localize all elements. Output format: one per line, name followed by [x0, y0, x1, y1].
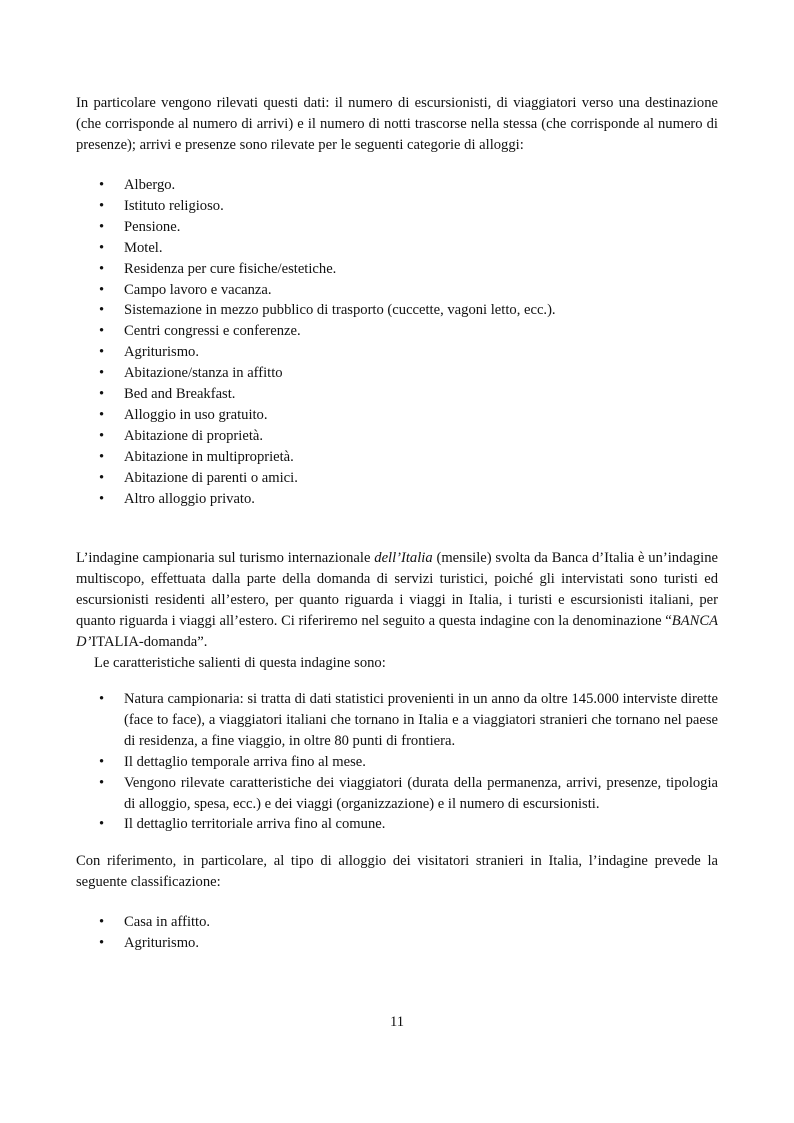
list-item: • Abitazione in multiproprietà. [76, 447, 718, 468]
bullet-icon: • [99, 691, 105, 707]
bullet-icon: • [99, 427, 105, 444]
list-item: • Abitazione/stanza in affitto [76, 363, 718, 384]
list-item: • Abitazione di parenti o amici. [76, 468, 718, 489]
bullet-icon: • [99, 218, 105, 235]
bullet-icon: • [99, 323, 105, 340]
bullet-icon: • [99, 239, 105, 256]
bullet-icon: • [99, 934, 105, 951]
bullet-icon: • [99, 448, 105, 465]
bullet-icon: • [99, 344, 105, 361]
banca-text-italic-1: dell’Italia [374, 550, 433, 566]
list-item: • Sistemazione in mezzo pubblico di trasporto (cuccette, vagoni letto, ecc.). [76, 300, 718, 321]
list-item: • Bed and Breakfast. [76, 384, 718, 405]
features-intro: Le caratteristiche salienti di questa indagine sono: [94, 654, 386, 671]
bullet-icon: • [99, 177, 105, 193]
list-item: • Albergo. [76, 175, 718, 196]
list-item: • Motel. [76, 238, 718, 259]
classification-list [76, 912, 718, 954]
list-item: • Residenza per cure fisiche/estetiche. [76, 259, 718, 280]
bullet-icon: • [99, 365, 105, 382]
list-item: • Campo lavoro e vacanza. [76, 280, 718, 301]
bullet-icon: • [99, 469, 105, 486]
bullet-icon: • [99, 281, 105, 298]
list-item: • Casa in affitto. [76, 912, 718, 933]
list-item: • Istituto religioso. [76, 196, 718, 217]
classification-text: Con riferimento, in particolare, al tipo di alloggio dei visitatori stranieri in Italia, l’indagine prevede la seguente classificazione: [76, 853, 718, 890]
list-item: • Centri congressi e conferenze. [76, 321, 718, 342]
bullet-icon: • [99, 774, 105, 791]
list-item: • Agriturismo. [76, 342, 718, 363]
bullet-icon: • [99, 753, 105, 770]
list-item: • Natura campionaria: si tratta di dati statistici provenienti in un anno da oltre 145.000 interviste dirette (face to face), a viaggiatori italiani che tornano in Italia e a viaggiatori stranieri che tornano nel paese di residenza, a fine viaggio, in oltre 80 punti di frontiera. [99, 691, 718, 749]
list-item: • Vengono rilevate caratteristiche dei viaggiatori (durata della permanenza, arrivi, presenze, tipologia di alloggio, spesa, ecc.) e dei viaggi (organizzazione) e il numero di escursionisti. [99, 774, 718, 812]
page-number: 11 [389, 1014, 405, 1030]
list-item: • Alloggio in uso gratuito. [76, 405, 718, 426]
intro-paragraph [76, 93, 718, 156]
bullet-icon: • [99, 816, 105, 833]
features-list [76, 689, 718, 835]
bullet-icon: • [99, 914, 105, 930]
list-item: • Agriturismo. [76, 933, 718, 954]
banca-text-1: L’indagine campionaria sul turismo internazionale [76, 550, 375, 566]
intro-text: In particolare vengono rilevati questi dati: il numero di escursionisti, di viaggiatori verso una destinazione (che corrisponde al numero di arrivi) e il numero di notti trascorse nella stessa (che corrisponde al numero di presenze); arrivi e presenze sono rilevate per le seguenti categorie di alloggi: [76, 95, 718, 153]
bullet-icon: • [99, 490, 105, 507]
banca-paragraph [76, 548, 718, 673]
banca-text-italic-2: BANCA D’ [76, 612, 718, 650]
banca-text-3: ITALIA-domanda”. [91, 633, 208, 650]
bullet-icon: • [99, 386, 105, 403]
bullet-icon: • [99, 406, 105, 423]
bullet-icon: • [99, 302, 105, 319]
list-item: • Abitazione di proprietà. [76, 426, 718, 447]
list-item: • Altro alloggio privato. [76, 489, 718, 510]
bullet-icon: • [99, 260, 105, 277]
list-item: • Il dettaglio territoriale arriva fino al comune. [76, 814, 718, 835]
list-item: • Il dettaglio temporale arriva fino al mese. [76, 752, 718, 773]
classification-paragraph [76, 851, 718, 893]
accommodation-list [76, 175, 718, 510]
list-item: • Pensione. [76, 217, 718, 238]
bullet-icon: • [99, 197, 105, 214]
banca-text-2: (mensile) svolta da Banca d’Italia è un’indagine multiscopo, effettuata dalla parte della domanda di servizi turistici, poiché gli intervistati sono turisti ed escursionisti residenti all’estero, per quanto riguarda i viaggi in Italia, i turisti e escursionisti italiani, per quanto riguarda i viaggi all’estero. Ci riferiremo nel seguito a questa indagine con la denominazione “ [76, 550, 718, 629]
